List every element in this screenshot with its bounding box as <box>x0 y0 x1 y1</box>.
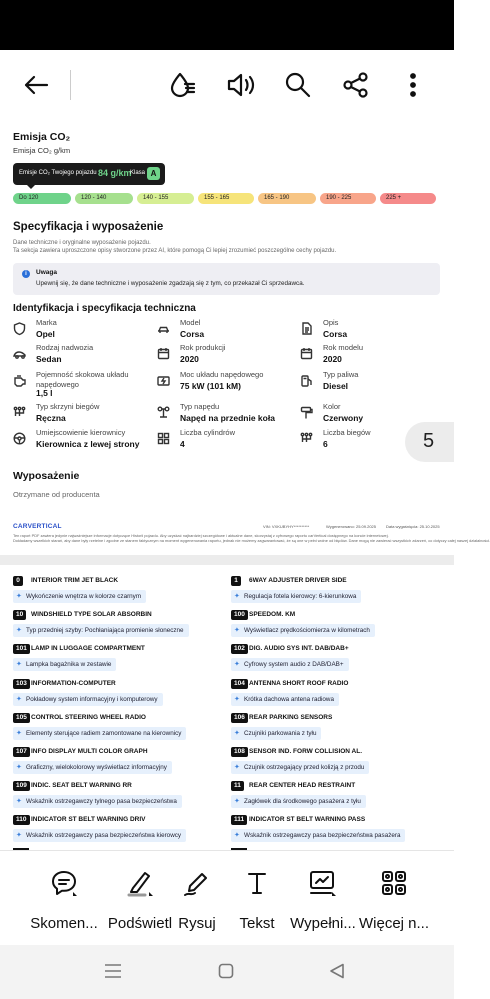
co2-badge-klasa: Klasa <box>130 170 146 176</box>
spec-label: Moc układu napędowego <box>180 370 264 379</box>
note-box <box>13 263 440 295</box>
toolbar-divider <box>70 70 71 100</box>
tool-label[interactable]: Rysuj <box>178 915 216 932</box>
equipment-code: 107 <box>13 747 30 757</box>
steering-icon <box>13 432 26 445</box>
badge-pointer <box>27 185 35 189</box>
gearbox-icon <box>13 406 26 419</box>
equipment-name: INTERIOR TRIM JET BLACK <box>31 577 119 584</box>
equipment-code: 1 <box>231 576 241 586</box>
spec-desc-2: Ta sekcja zawiera uproszczone opisy stworzone przez AI, które pomogą Ci lepiej zrozumieć poszczególne cechy pojazdu. <box>13 248 337 254</box>
spec-label: Pojemność skokowa układu napędowego <box>36 370 129 389</box>
equipment-desc: ✦ Krótka dachowa antena radiowa <box>231 693 339 706</box>
wypos-title: Wyposażenie <box>13 470 80 482</box>
spec-label: Liczba biegów <box>323 428 371 437</box>
equipment-desc: ✦ Graficzny, wielokolorowy wyświetlacz informacyjny <box>13 761 172 774</box>
drivetrain-icon <box>157 406 170 419</box>
more-icon[interactable] <box>398 68 428 102</box>
spec-value: Ręczna <box>36 413 66 423</box>
spec-value: 1,5 l <box>36 388 53 398</box>
tool-label[interactable]: Skomen... <box>30 915 98 932</box>
footer-generated: Wygenerowano: 25.09.2025 <box>326 524 376 529</box>
co2-badge <box>13 163 165 185</box>
equipment-name: LAMP IN LUGGAGE COMPARTMENT <box>31 645 145 652</box>
info-icon: i <box>22 270 30 278</box>
ident-title: Identyfikacja i specyfikacja techniczna <box>13 303 196 314</box>
spec-value: Corsa <box>180 329 205 339</box>
paint-roller-icon <box>300 406 313 419</box>
equipment-name: SPEEDOM. KM <box>249 611 296 618</box>
equipment-desc: ✦ Wykończenie wnętrza w kolorze czarnym <box>13 590 146 603</box>
equipment-code: 0 <box>13 576 23 586</box>
car-icon <box>157 322 170 335</box>
co2-scale-segment: 225 + <box>380 193 436 204</box>
equipment-desc: ✦ Lampka bagażnika w zestawie <box>13 658 116 671</box>
calendar-icon <box>300 347 313 360</box>
co2-scale-segment: 120 - 140 <box>75 193 133 204</box>
equipment-code: 10 <box>13 610 26 620</box>
equipment-name: 6WAY ADJUSTER DRIVER SIDE <box>249 577 347 584</box>
spec-desc-1: Dane techniczne i oryginalne wyposażenie pojazdu. <box>13 240 151 246</box>
spec-value: 2020 <box>180 354 199 364</box>
equipment-name: REAR CENTER HEAD RESTRAINT <box>249 782 356 789</box>
equipment-name: INDICATOR ST BELT WARNING PASS <box>249 816 366 823</box>
equipment-desc: ✦ Wyświetlacz prędkościomierza w kilometrach <box>231 624 375 637</box>
spec-value: 75 kW (101 kM) <box>180 381 241 391</box>
equipment-code: 111 <box>231 815 247 825</box>
co2-scale-segment: 155 - 165 <box>198 193 254 204</box>
equipment-desc: ✦ Typ przedniej szyby: Pochłaniająca promienie słoneczne <box>13 624 189 637</box>
home-icon[interactable] <box>218 963 234 979</box>
spec-value: 2020 <box>323 354 342 364</box>
spec-label: Rodzaj nadwozia <box>36 343 94 352</box>
page-number: 5 <box>423 430 435 452</box>
equipment-name: WINDSHIELD TYPE SOLAR ABSORBIN <box>31 611 152 618</box>
car-body-icon <box>13 347 26 360</box>
footer-text-2: Dokładamy wszelkich starań, aby dane były rzetelne i zgodne ze stanem faktycznym na moment wygenerowania raportu, jednak nie możemy zagwarantować, że są one w pełni wolne od błędów. Dane mogą nie zawierać wszystkich zdarzeń, co dotyczy całej naszej działalności. <box>13 538 490 543</box>
tool-label[interactable]: Tekst <box>239 915 275 932</box>
equipment-name: REAR PARKING SENSORS <box>249 714 333 721</box>
spec-value: 4 <box>180 439 185 449</box>
equipment-code: 103 <box>13 679 30 689</box>
document-icon <box>300 322 313 335</box>
spec-value: 6 <box>323 439 328 449</box>
footer-vin: VIN: VXKUBYHY********** <box>263 524 310 529</box>
equipment-code: 105 <box>13 713 30 723</box>
wypos-subtitle: Otrzymane od producenta <box>13 490 100 499</box>
spec-value: Czerwony <box>323 413 364 423</box>
spec-value: Corsa <box>323 329 348 339</box>
spec-label: Typ skrzyni biegów <box>36 402 100 411</box>
equipment-code: 101 <box>13 644 30 654</box>
back-nav-icon[interactable] <box>329 963 345 979</box>
equipment-name: INFO DISPLAY MULTI COLOR GRAPH <box>31 748 148 755</box>
spec-label: Liczba cylindrów <box>180 428 236 437</box>
equipment-name: CONTROL STEERING WHEEL RADIO <box>31 714 146 721</box>
equipment-desc: ✦ Wskaźnik ostrzegawczy tylnego pasa bezpieczeństwa <box>13 795 182 808</box>
badge-icon <box>13 322 26 335</box>
gearbox-icon <box>300 432 313 445</box>
back-arrow-icon[interactable] <box>20 68 52 102</box>
spec-label: Typ napędu <box>180 402 220 411</box>
co2-scale-segment: 140 - 155 <box>137 193 194 204</box>
spec-value: Sedan <box>36 354 62 364</box>
spec-label: Opis <box>323 318 339 327</box>
footer-text-1: Ten raport PDF zawiera jedynie najważniejsze informacje dotyczące Historii pojazdu. Aby uzyskać najbardziej szczegółowe i aktualne dane, skorzystaj z cyfrowego raportu carVertical dostępnego na koncie internetowej. <box>13 533 389 538</box>
equipment-code: 108 <box>231 747 248 757</box>
cylinders-icon <box>157 432 170 445</box>
page-number-pill <box>405 422 454 462</box>
page-gap <box>0 555 454 565</box>
co2-badge-prefix: Emisje CO₂ Twojego pojazdu <box>19 170 97 176</box>
engine-icon <box>13 374 26 387</box>
equipment-desc: ✦ Regulacja fotela kierowcy: 6-kierunkowa <box>231 590 361 603</box>
note-title: Uwaga <box>36 269 57 276</box>
equipment-code: 11 <box>231 781 244 791</box>
spec-value: Kierownica z lewej strony <box>36 439 140 449</box>
recents-icon[interactable] <box>104 964 122 978</box>
equipment-code: 109 <box>13 781 30 791</box>
equipment-name: ANTENNA SHORT ROOF RADIO <box>249 680 349 687</box>
co2-scale-segment: 190 - 225 <box>320 193 376 204</box>
equipment-name: INFORMATION-COMPUTER <box>31 680 116 687</box>
footer-expiry: Data wygaśnięcia: 25.10.2025 <box>386 524 440 529</box>
share-icon[interactable] <box>339 68 373 102</box>
co2-scale-segment: 165 - 190 <box>258 193 316 204</box>
spec-value: Napęd na przednie koła <box>180 413 275 423</box>
note-text: Upewnij się, że dane techniczne i wyposażenie zgadzają się z tym, co przekazał Ci sprzedawca. <box>36 280 305 287</box>
spec-label: Rok modelu <box>323 343 364 352</box>
spec-label: Kolor <box>323 402 341 411</box>
spec-label: Umiejscowienie kierownicy <box>36 428 126 437</box>
spec-value: Diesel <box>323 381 349 391</box>
equipment-desc: ✦ Czujniki parkowania z tyłu <box>231 727 321 740</box>
equipment-desc: ✦ Czujnik ostrzegający przed kolizją z przodu <box>231 761 369 774</box>
comment-icon[interactable] <box>20 868 108 903</box>
fuel-icon <box>300 374 313 387</box>
equipment-name: INDICATOR ST BELT WARNING DRIV <box>31 816 146 823</box>
equipment-code: 100 <box>231 610 248 620</box>
tool-label[interactable]: Więcej n... <box>358 915 430 932</box>
equipment-desc: ✦ Cyfrowy system audio z DAB/DAB+ <box>231 658 349 671</box>
co2-scale-segment: Do 120 <box>13 193 71 204</box>
equipment-desc: ✦ Zagłówek dla środkowego pasażera z tyłu <box>231 795 366 808</box>
grid-icon[interactable] <box>350 868 438 903</box>
co2-class-letter: A <box>147 167 160 180</box>
equipment-code: 104 <box>231 679 248 689</box>
search-icon[interactable] <box>281 68 315 102</box>
equipment-code: 106 <box>231 713 248 723</box>
equipment-code: 110 <box>13 815 30 825</box>
co2-badge-value: 84 g/km <box>98 168 132 178</box>
equipment-name: INDIC. SEAT BELT WARNING RR <box>31 782 132 789</box>
system-nav-bar <box>0 945 454 999</box>
battery-bolt-icon <box>157 374 170 387</box>
tool-label[interactable]: Wypełni... <box>290 915 356 932</box>
spec-label: Rok produkcji <box>180 343 226 352</box>
equipment-name: SENSOR IND. FORW COLLISION AL. <box>249 748 363 755</box>
spec-title: Specyfikacja i wyposażenie <box>13 221 164 233</box>
calendar-icon <box>157 347 170 360</box>
carvertical-logo: CARVERTICAL <box>13 523 62 530</box>
spec-label: Marka <box>36 318 57 327</box>
spec-label: Typ paliwa <box>323 370 359 379</box>
equipment-name: DIG. AUDIO SYS INT. DAB/DAB+ <box>249 645 349 652</box>
volume-icon[interactable] <box>224 68 258 102</box>
equipment-desc: ✦ Wskaźnik ostrzegawczy pasa bezpieczeństwa pasażera <box>231 829 405 842</box>
equipment-code: 102 <box>231 644 248 654</box>
tool-label[interactable]: Podświetl <box>107 915 173 932</box>
equipment-desc: ✦ Elementy sterujące radiem zamontowane na kierownicy <box>13 727 186 740</box>
emisja-subtitle: Emisja CO₂ g/km <box>13 146 71 155</box>
emisja-title: Emisja CO₂ <box>13 131 71 143</box>
status-bar <box>0 0 454 50</box>
spec-label: Model <box>180 318 201 327</box>
spec-value: Opel <box>36 329 55 339</box>
equipment-desc: ✦ Wskaźnik ostrzegawczy pasa bezpieczeństwa kierowcy <box>13 829 186 842</box>
equipment-desc: ✦ Pokładowy system informacyjny i komputerowy <box>13 693 163 706</box>
drop-icon[interactable] <box>166 68 200 102</box>
